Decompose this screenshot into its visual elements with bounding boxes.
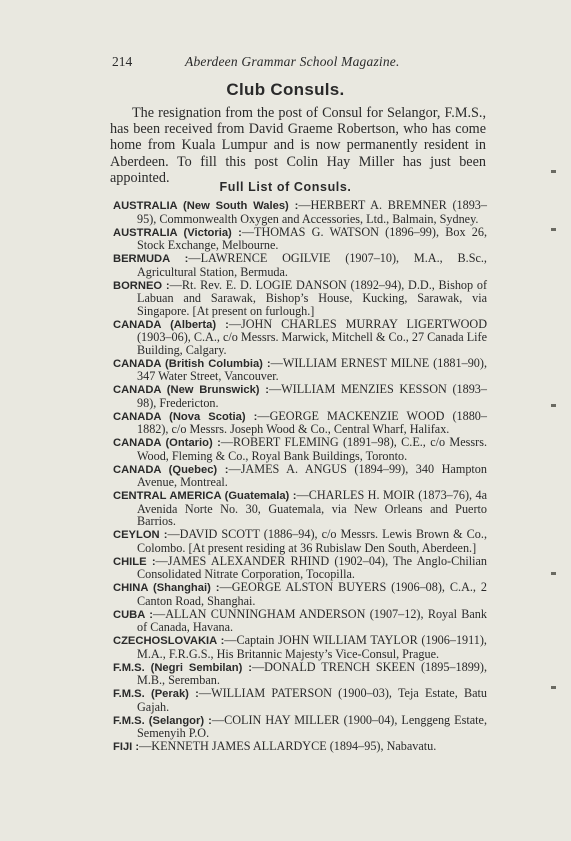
- consul-entry: [113, 226, 487, 252]
- consul-location: CANADA (Nova Scotia) :: [113, 410, 258, 423]
- page-number: 214: [112, 54, 133, 69]
- consul-location: F.M.S. (Negri Sembilan) :: [113, 661, 252, 674]
- intro-paragraph: The resignation from the post of Consul for Selangor, F.M.S., has been received from David Graeme Robertson, who has come home from Kuala Lumpur and is now permanently resident in Aberdeen. To fill this post Colin Hay Miller has just been appointed.: [110, 105, 486, 186]
- consul-location: CANADA (Ontario) :: [113, 437, 221, 449]
- consul-location: CZECHOSLOVAKIA :: [113, 635, 225, 647]
- consul-entry: [113, 489, 487, 528]
- consul-location: CUBA :: [113, 608, 153, 621]
- consul-entry: [113, 661, 487, 687]
- consul-location: CHINA (Shanghai) :: [113, 582, 220, 594]
- consul-details: —LAWRENCE OGILVIE (1907–10), M.A., B.Sc., Agricultural Station, Bermuda.: [137, 251, 487, 279]
- consul-details: —JOHN CHARLES MURRAY LIGERTWOOD (1903–06), C.A., c/o Messrs. Marwick, Mitchell & Co., 27 Canada Life Building, Calgary.: [137, 316, 487, 357]
- consul-details: —DAVID SCOTT (1886–94), c/o Messrs. Lewis Brown & Co., Colombo. [At present residing at 36 Rubislaw Den South, Aberdeen.]: [137, 527, 487, 555]
- consul-details: —WILLIAM MENZIES KESSON (1893–98), Fredericton.: [137, 382, 487, 410]
- margin-mark: [551, 686, 556, 689]
- consul-entry: [113, 740, 487, 754]
- consul-details: —JAMES A. ANGUS (1894–99), 340 Hampton Avenue, Montreal.: [137, 461, 487, 489]
- margin-mark: [551, 404, 556, 407]
- list-heading: Full List of Consuls.: [219, 180, 352, 194]
- consul-details: —GEORGE MACKENZIE WOOD (1880–1882), c/o Messrs. Joseph Wood & Co., Central Wharf, Halifax.: [137, 408, 487, 436]
- consul-entry: [113, 318, 487, 357]
- consul-entry: [113, 687, 487, 713]
- consul-entry: [113, 608, 487, 634]
- consul-details: —WILLIAM ERNEST MILNE (1881–90), 347 Water Street, Vancouver.: [137, 355, 487, 383]
- consul-entry: [113, 252, 487, 278]
- consul-entry: [113, 714, 487, 740]
- consul-entry: [113, 199, 487, 225]
- consul-location: FIJI :: [113, 741, 140, 753]
- consul-details: —THOMAS G. WATSON (1896–99), Box 26, Stock Exchange, Melbourne.: [137, 224, 488, 252]
- consul-entry: [113, 528, 487, 554]
- consul-details: —WILLIAM PATERSON (1900–03), Teja Estate, Batu Gajah.: [137, 686, 487, 714]
- consul-entry: [113, 555, 487, 581]
- consul-location: CANADA (New Brunswick) :: [113, 384, 269, 396]
- consul-entry: [113, 436, 487, 462]
- consul-location: CENTRAL AMERICA (Guatemala) :: [113, 490, 297, 502]
- consul-location: CHILE :: [113, 555, 156, 568]
- consul-entry: [113, 410, 487, 436]
- consul-entry: [113, 581, 487, 607]
- magazine-title: Aberdeen Grammar School Magazine.: [185, 54, 400, 69]
- consul-details: —COLIN HAY MILLER (1900–04), Lenggeng Estate, Semenyih P.O.: [137, 712, 487, 740]
- consul-entry: [113, 357, 487, 383]
- consul-details: —GEORGE ALSTON BUYERS (1906–08), C.A., 2 Canton Road, Shanghai.: [137, 580, 487, 608]
- consul-list: [113, 199, 487, 754]
- article-title: Club Consuls.: [226, 80, 345, 99]
- consul-details: —CHARLES H. MOIR (1873–76), 4a Avenida Norte No. 30, Guatemala, via New Orleans and Puerto Barrios.: [137, 488, 487, 528]
- consul-details: —HERBERT A. BREMNER (1893–95), Commonwealth Oxygen and Accessories, Ltd., Balmain, Sydney.: [137, 198, 487, 226]
- consul-location: CEYLON :: [113, 529, 168, 541]
- margin-mark: [551, 170, 556, 173]
- consul-entry: [113, 279, 487, 318]
- consul-details: —ALLAN CUNNINGHAM ANDERSON (1907–12), Royal Bank of Canada, Havana.: [137, 606, 487, 634]
- consul-entry: [113, 463, 487, 489]
- consul-details: —Rt. Rev. E. D. LOGIE DANSON (1892–94), D.D., Bishop of Labuan and Sarawak, Bishop’s House, Kucking, Sarawak, via Singapore. [At present on furlough.]: [137, 277, 488, 318]
- consul-details: —DONALD TRENCH SKEEN (1895–1899), M.B., Seremban.: [137, 659, 487, 687]
- consul-location: AUSTRALIA (New South Wales) :: [113, 200, 299, 212]
- consul-details: —ROBERT FLEMING (1891–98), C.E., c/o Messrs. Wood, Fleming & Co., Royal Bank Buildings, Toronto.: [137, 435, 488, 463]
- margin-mark: [551, 228, 556, 231]
- consul-details: —Captain JOHN WILLIAM TAYLOR (1906–1911), M.A., F.R.G.S., His Britannic Majesty’s Vice-Consul, Prague.: [137, 633, 487, 661]
- consul-location: F.M.S. (Perak) :: [113, 688, 199, 700]
- consul-entry: [113, 634, 487, 660]
- consul-details: —KENNETH JAMES ALLARDYCE (1894–95), Nabavatu.: [139, 739, 437, 753]
- consul-location: BERMUDA :: [113, 253, 189, 265]
- consul-location: AUSTRALIA (Victoria) :: [113, 226, 242, 239]
- margin-mark: [551, 572, 556, 575]
- consul-location: BORNEO :: [113, 279, 170, 292]
- consul-location: CANADA (British Columbia) :: [113, 357, 271, 370]
- consul-location: F.M.S. (Selangor) :: [113, 714, 212, 727]
- consul-location: CANADA (Quebec) :: [113, 463, 229, 476]
- consul-details: —JAMES ALEXANDER RHIND (1902–04), The Anglo-Chilian Consolidated Nitrate Corporation, Tocopilla.: [137, 553, 487, 581]
- consul-location: CANADA (Alberta) :: [113, 318, 229, 331]
- consul-entry: [113, 383, 487, 409]
